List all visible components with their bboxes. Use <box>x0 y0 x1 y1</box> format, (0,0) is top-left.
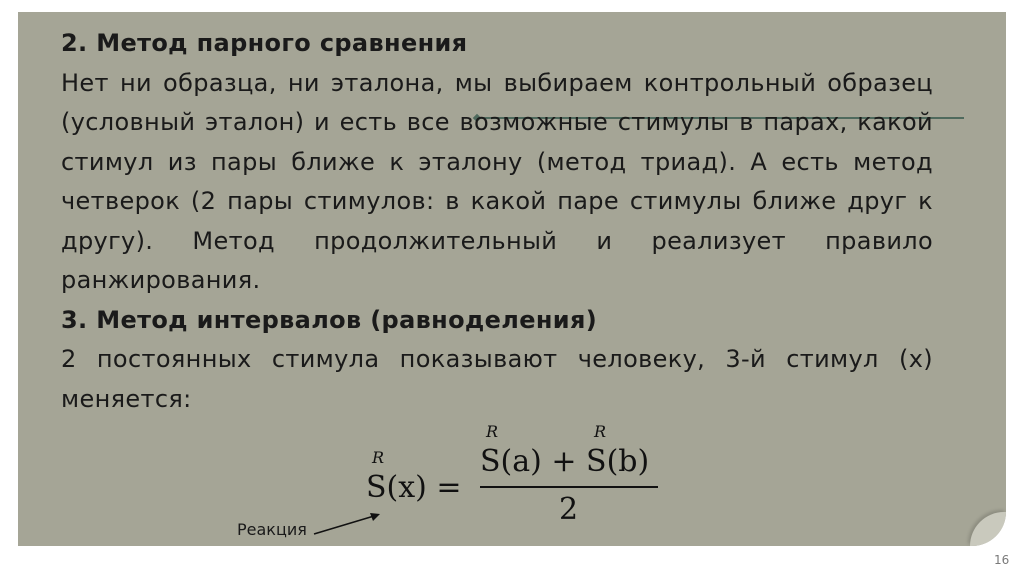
section-heading-paired-comparison: 2. Метод парного сравнения <box>61 29 468 57</box>
formula-denominator: 2 <box>559 492 579 527</box>
section-heading-intervals: 3. Метод интервалов (равноделения) <box>61 305 598 334</box>
section-text-paired-comparison: Нет ни образца, ни эталона, мы выбираем контрольный образец (условный эталон) и есть все возможные стимулы в парах, какой стимул из пары ближе к эталону (метод триад). А есть метод четверок (2 пары стимулов: в какой паре стимулы ближе друг к другу). Метод продолжительный и реализует правило ранжирования. <box>61 68 933 294</box>
section-text-intervals: 2 постоянных стимула показывают человеку, 3-й стимул (x) меняется: <box>61 345 933 413</box>
slide-content <box>61 24 933 419</box>
reaction-label: Реакция <box>237 520 307 539</box>
formula-numerator-superscript-a: R <box>486 422 499 441</box>
formula-left-side: S(x) = <box>366 470 462 505</box>
reaction-arrow-icon <box>312 508 382 538</box>
formula-left-superscript: R <box>372 448 385 467</box>
formula <box>360 420 660 540</box>
formula-fraction-bar <box>480 486 658 488</box>
formula-numerator-superscript-b: R <box>594 422 607 441</box>
page-number: 16 <box>994 553 1010 567</box>
formula-numerator: S(a) + S(b) <box>480 444 650 479</box>
